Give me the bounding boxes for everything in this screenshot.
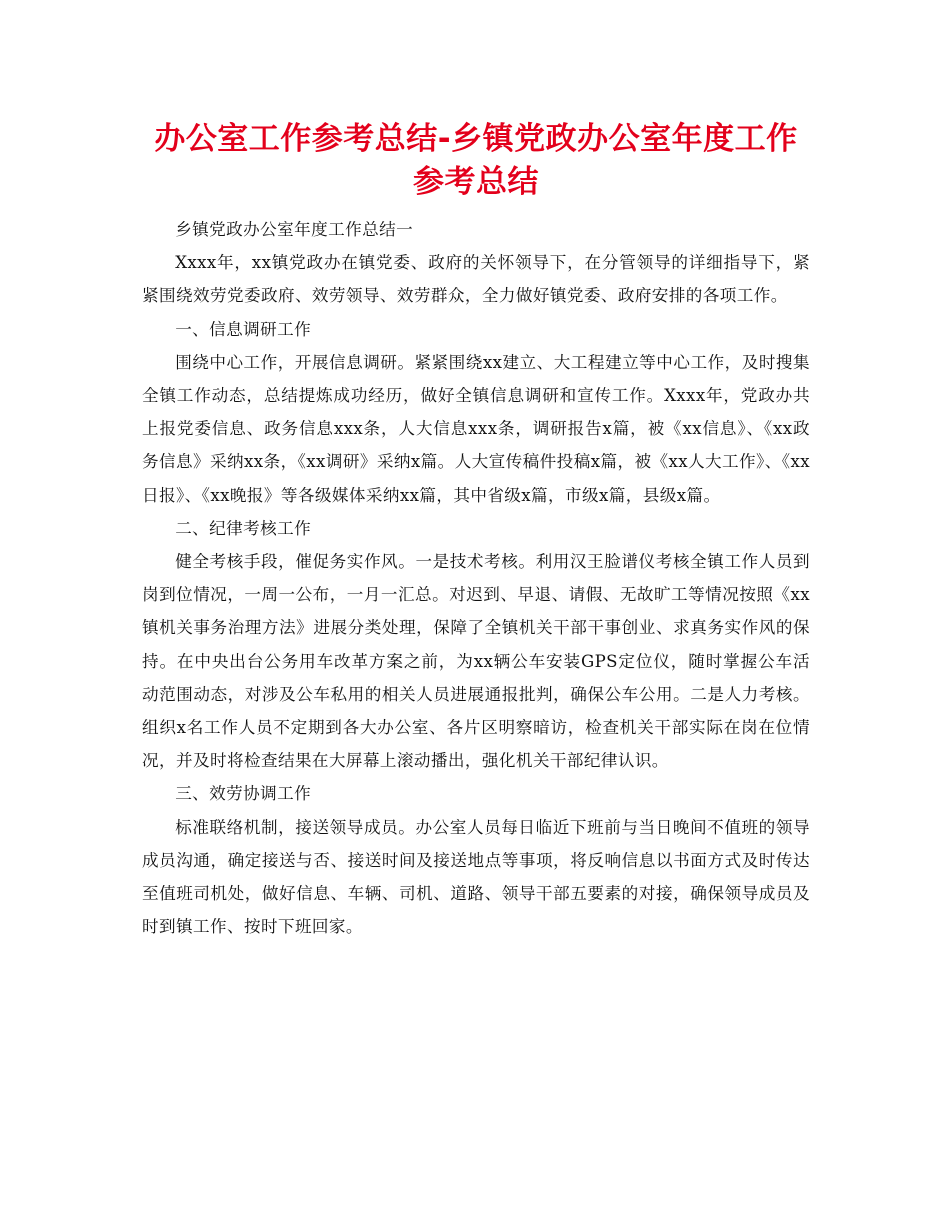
section-heading-service: 三、效劳协调工作 bbox=[175, 784, 312, 804]
paragraph-info-research: 围绕中心工作，开展信息调研。紧紧围绕xx建立、大工程建立等中心工作，及时搜集全镇工作动态，总结提炼成功经历，做好全镇信息调研和宣传工作。Xxxx年，党政办共上报党委信息、政务信息xxx条，人大信息xxx条，调研报告x篇，被《xx信息》、《xx政务信息》采纳xx条，《xx调研》采纳x篇。人大宣传稿件投稿x篇，被《xx人大工作》、《xx日报》、《xx晚报》等各级媒体采纳xx篇，其中省级x篇，市级x篇，县级x篇。 bbox=[142, 352, 810, 505]
paragraph-service: 标准联络机制，接送领导成员。办公室人员每日临近下班前与当日晚间不值班的领导成员沟通，确定接送与否、接送时间及接送地点等事项，将反响信息以书面方式及时传达至值班司机处，做好信息、车辆、司机、道路、领导干部五要素的对接，确保领导成员及时到镇工作、按时下班回家。 bbox=[142, 817, 810, 937]
section-heading-discipline: 二、纪律考核工作 bbox=[175, 518, 312, 538]
section-heading-info-research: 一、信息调研工作 bbox=[175, 319, 312, 339]
section-intro-heading: 乡镇党政办公室年度工作总结一 bbox=[175, 220, 414, 239]
document-page bbox=[142, 118, 810, 943]
paragraph-discipline: 健全考核手段，催促务实作风。一是技术考核。利用汉王脸谱仪考核全镇工作人员到岗到位情况，一周一公布，一月一汇总。对迟到、早退、请假、无故旷工等情况按照《xx镇机关事务治理方法》进展分类处理，保障了全镇机关干部干事创业、求真务实作风的保持。在中央出台公务用车改革方案之前，为xx辆公车安装GPS定位仪，随时掌握公车活动范围动态，对涉及公车私用的相关人员进展通报批判，确保公车公用。二是人力考核。组织x名工作人员不定期到各大办公室、各片区明察暗访，检查机关干部实际在岗在位情况，并及时将检查结果在大屏幕上滚动播出，强化机关干部纪律认识。 bbox=[142, 552, 810, 771]
document-title: 办公室工作参考总结-乡镇党政办公室年度工作参考总结 bbox=[154, 121, 798, 200]
paragraph-intro: Xxxx年，xx镇党政办在镇党委、政府的关怀领导下，在分管领导的详细指导下，紧紧围绕效劳党委政府、效劳领导、效劳群众，全力做好镇党委、政府安排的各项工作。 bbox=[142, 253, 810, 306]
